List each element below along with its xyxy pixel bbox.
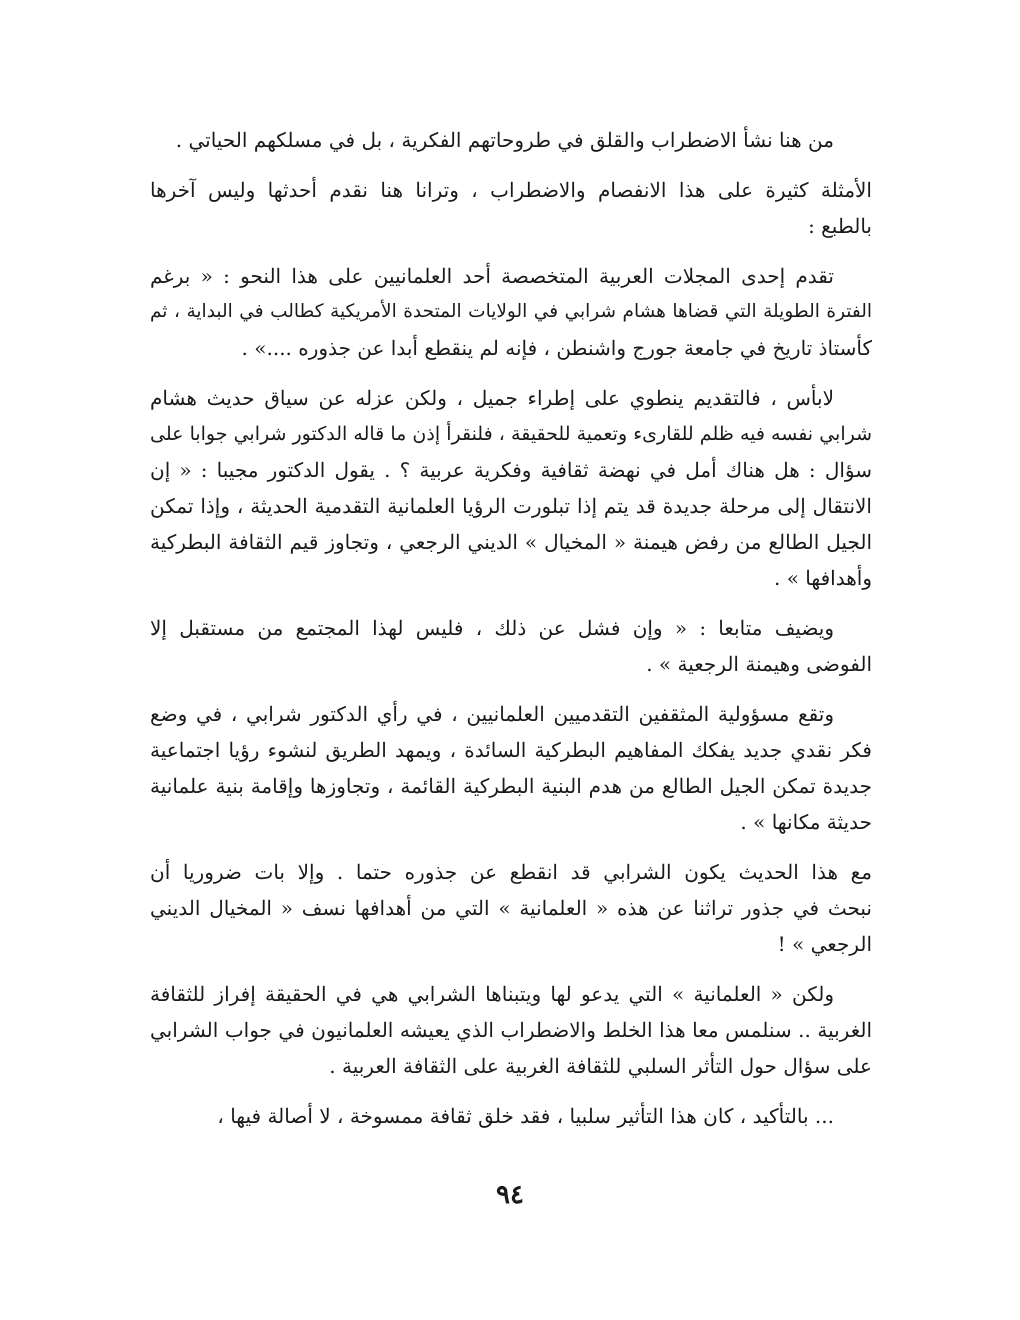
paragraph (150, 122, 872, 158)
page-number: ٩٤ (496, 1180, 524, 1210)
page-body (150, 122, 872, 1134)
text-line: شرابي نفسه فيه ظلم للقارىء وتعمية للحقيقة ، فلنقرأ إذن ما قاله الدكتور شرابي جوابا على (150, 423, 872, 445)
text-line: ويضيف متابعا : « وإن فشل عن ذلك ، فليس لهذا المجتمع من مستقبل إلا (150, 616, 834, 640)
text-line: جديدة تمكن الجيل الطالع من هدم البنية البطركية القائمة ، وتجاوزها وإقامة بنية علمانية (150, 774, 872, 798)
text-line: حديثة مكانها » . (740, 810, 872, 834)
text-line: على سؤال حول التأثر السلبي للثقافة الغربية على الثقافة العربية . (329, 1054, 872, 1078)
text-line: مع هذا الحديث يكون الشرابي قد انقطع عن جذوره حتما . وإلا بات ضروريا أن (150, 860, 872, 884)
text-line: الرجعي » ! (777, 932, 872, 956)
paragraph (150, 172, 872, 244)
text-line: من هنا نشأ الاضطراب والقلق في طروحاتهم الفكرية ، بل في مسلكهم الحياتي . (175, 128, 834, 152)
paragraph (150, 976, 872, 1084)
text-line: بالطبع : (808, 214, 872, 238)
text-line: فكر نقدي جديد يفكك المفاهيم البطركية السائدة ، ويمهد الطريق لنشوء رؤيا اجتماعية (150, 738, 872, 762)
paragraph (150, 696, 872, 840)
text-line: كأستاذ تاريخ في جامعة جورج واشنطن ، فإنه لم ينقطع أبدا عن جذوره ....» . (241, 336, 872, 360)
text-line: سؤال : هل هناك أمل في نهضة ثقافية وفكرية عربية ؟ . يقول الدكتور مجيبا : « إن (150, 458, 872, 482)
text-line: الجيل الطالع من رفض هيمنة « المخيال » الديني الرجعي ، وتجاوز قيم الثقافة البطركية (150, 530, 872, 554)
text-line: لابأس ، فالتقديم ينطوي على إطراء جميل ، ولكن عزله عن سياق حديث هشام (150, 386, 834, 410)
paragraph (150, 1098, 872, 1134)
text-line: الانتقال إلى مرحلة جديدة قد يتم إذا تبلورت الرؤيا العلمانية التقدمية الحديثة ، وإذا تمكن (150, 494, 872, 518)
text-line: الأمثلة كثيرة على هذا الانفصام والاضطراب ، وترانا هنا نقدم أحدثها وليس آخرها (150, 178, 872, 202)
text-line: ... بالتأكيد ، كان هذا التأثير سلبيا ، فقد خلق ثقافة ممسوخة ، لا أصالة فيها ، (217, 1104, 834, 1128)
text-line: تقدم إحدى المجلات العربية المتخصصة أحد العلمانيين على هذا النحو : « برغم (150, 264, 834, 288)
paragraph (150, 854, 872, 962)
paragraph (150, 610, 872, 682)
paragraph (150, 258, 872, 366)
text-line: ولكن « العلمانية » التي يدعو لها ويتبناها الشرابي هي في الحقيقة إفراز للثقافة (150, 982, 834, 1006)
text-line: نبحث في جذور تراثنا عن هذه « العلمانية » التي من أهدافها نسف « المخيال الديني (150, 896, 873, 920)
text-line: الفترة الطويلة التي قضاها هشام شرابي في الولايات المتحدة الأمريكية كطالب في البداية ، ثم (150, 301, 872, 322)
text-line: وأهدافها » . (774, 566, 872, 590)
paragraph (150, 380, 872, 596)
text-line: الفوضى وهيمنة الرجعية » . (646, 652, 872, 676)
text-line: وتقع مسؤولية المثقفين التقدميين العلمانيين ، في رأي الدكتور شرابي ، في وضع (150, 702, 834, 726)
text-line: الغربية .. سنلمس معا هذا الخلط والاضطراب الذي يعيشه العلمانيون في جواب الشرابي (150, 1018, 872, 1042)
